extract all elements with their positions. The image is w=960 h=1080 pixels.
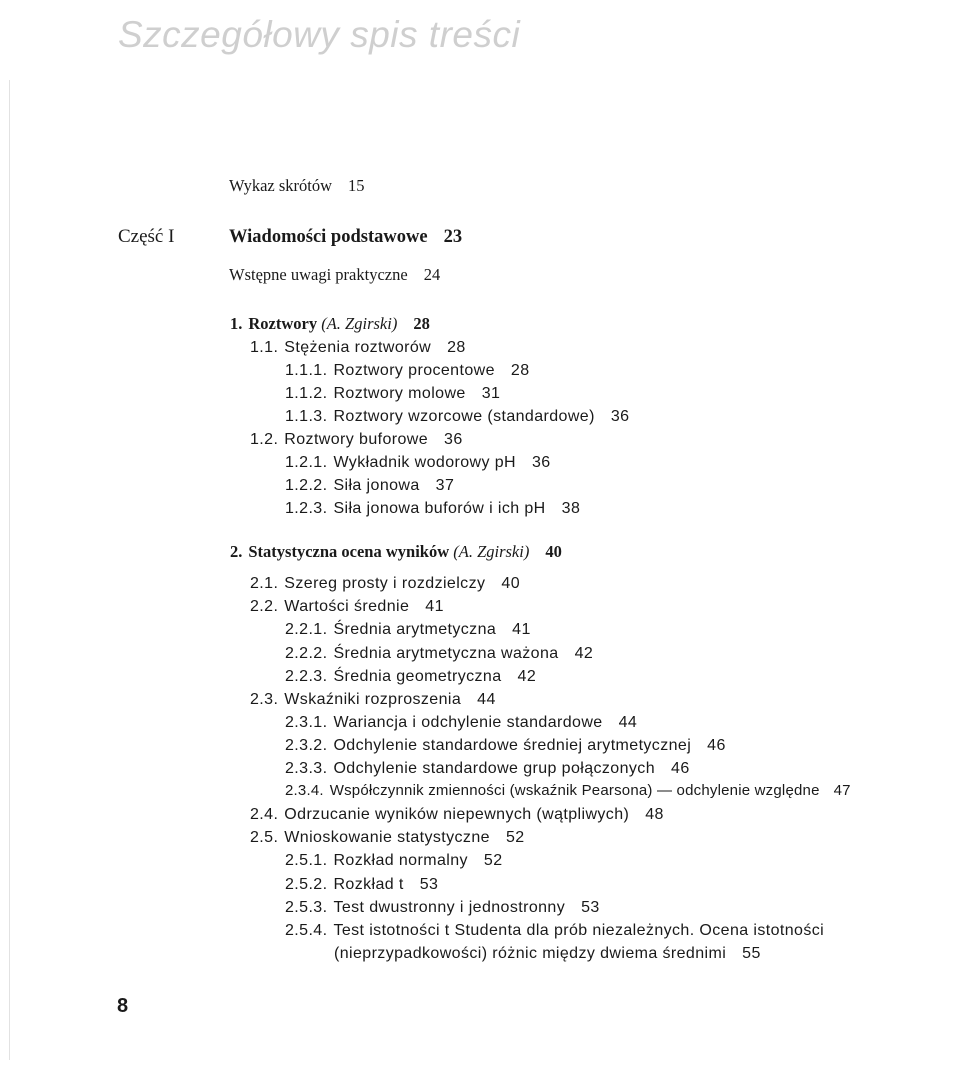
- toc-entry: [250, 828, 525, 847]
- entry-title: Średnia geometryczna: [333, 668, 502, 685]
- toc-entry: [285, 875, 438, 894]
- page-number: 8: [117, 995, 129, 1017]
- chapter-author: (A. Zgirski): [321, 314, 398, 333]
- toc-entry: [250, 430, 463, 449]
- entry-number: 1.1.: [250, 339, 279, 356]
- entry-number: 2.3.4.: [285, 782, 324, 799]
- entry-page: 46: [671, 760, 690, 777]
- entry-title: Siła jonowa buforów i ich pH: [333, 500, 546, 517]
- entry-title: Roztwory wzorcowe (standardowe): [333, 408, 595, 425]
- entry-title: Test dwustronny i jednostronny: [333, 899, 566, 916]
- chapter-page: 40: [545, 542, 562, 561]
- entry-page: 37: [435, 477, 455, 494]
- page-title: Szczegółowy spis treści: [118, 14, 521, 55]
- chapter-title: Roztwory: [248, 314, 318, 333]
- entry-number: 2.3.: [250, 691, 279, 708]
- toc-entry: [285, 667, 536, 686]
- entry-title: Roztwory buforowe: [284, 431, 429, 448]
- toc-entry-page: 24: [423, 265, 441, 284]
- toc-entry-title: Wstępne uwagi praktyczne: [229, 265, 408, 284]
- entry-number: 1.2.1.: [285, 454, 328, 471]
- entry-number: 2.5.4.: [285, 922, 328, 939]
- toc-entry-continuation: [334, 944, 761, 963]
- entry-title: Odrzucanie wyników niepewnych (wątpliwych): [284, 806, 630, 823]
- toc-entry-title: Wykaz skrótów: [229, 176, 333, 195]
- chapter-title: Statystyczna ocena wyników: [248, 542, 450, 561]
- entry-title: Wykładnik wodorowy pH: [333, 454, 516, 471]
- chapter-number: 2.: [230, 542, 243, 561]
- toc-entry: [285, 361, 530, 380]
- toc-entry: [285, 782, 851, 800]
- entry-number: 1.1.1.: [285, 362, 328, 379]
- entry-number: 2.5.2.: [285, 876, 328, 893]
- entry-number: 2.2.: [250, 598, 279, 615]
- entry-page: 48: [645, 806, 664, 823]
- entry-title: Wnioskowanie statystyczne: [284, 829, 490, 846]
- part-label: Część I: [118, 226, 175, 247]
- entry-page: 38: [561, 500, 581, 517]
- toc-entry: [285, 736, 726, 755]
- entry-title: (nieprzypadkowości) różnic między dwiema średnimi: [334, 945, 727, 962]
- chapter-author: (A. Zgirski): [453, 542, 530, 561]
- entry-title: Wariancja i odchylenie standardowe: [333, 714, 603, 731]
- entry-number: 2.2.1.: [285, 621, 328, 638]
- toc-entry: [250, 597, 444, 616]
- toc-entry: [285, 384, 500, 403]
- entry-page: 42: [574, 645, 594, 662]
- entry-page: 55: [742, 945, 761, 962]
- entry-page: 53: [419, 876, 439, 893]
- toc-entry: [285, 407, 629, 426]
- entry-title: Test istotności t Studenta dla prób niezależnych. Ocena istotności: [333, 922, 825, 939]
- toc-chapter-1: [230, 314, 430, 334]
- toc-entry: [285, 921, 824, 940]
- part-title-page: 23: [443, 227, 463, 247]
- toc-entry: [285, 499, 580, 518]
- toc-entry-front: [229, 176, 365, 196]
- entry-number: 1.2.: [250, 431, 279, 448]
- entry-number: 2.2.2.: [285, 645, 328, 662]
- entry-title: Wskaźniki rozproszenia: [284, 691, 462, 708]
- entry-title: Rozkład normalny: [333, 852, 468, 869]
- entry-title: Średnia arytmetyczna: [333, 621, 497, 638]
- toc-entry: [285, 620, 531, 639]
- toc-entry: [285, 476, 454, 495]
- page-spine-line: [9, 80, 10, 1060]
- toc-part-title: [229, 226, 462, 248]
- toc-entry-intro: [229, 265, 440, 285]
- toc-entry-page: 15: [348, 176, 365, 195]
- toc-entry: [285, 713, 637, 732]
- entry-page: 40: [501, 575, 520, 592]
- entry-page: 36: [610, 408, 630, 425]
- entry-title: Rozkład t: [333, 876, 404, 893]
- entry-page: 53: [581, 899, 600, 916]
- entry-number: 1.1.3.: [285, 408, 328, 425]
- toc-entry: [285, 644, 593, 663]
- entry-number: 2.3.3.: [285, 760, 328, 777]
- entry-number: 2.5.3.: [285, 899, 328, 916]
- entry-page: 44: [477, 691, 496, 708]
- entry-number: 2.3.1.: [285, 714, 328, 731]
- toc-entry: [250, 338, 466, 357]
- toc-entry: [285, 851, 503, 870]
- entry-page: 41: [425, 598, 444, 615]
- entry-title: Średnia arytmetyczna ważona: [333, 645, 559, 662]
- entry-number: 1.2.3.: [285, 500, 328, 517]
- entry-number: 2.4.: [250, 806, 279, 823]
- entry-title: Odchylenie standardowe średniej arytmetycznej: [333, 737, 692, 754]
- entry-title: Stężenia roztworów: [284, 339, 432, 356]
- entry-number: 1.1.2.: [285, 385, 328, 402]
- entry-number: 2.3.2.: [285, 737, 328, 754]
- entry-number: 2.5.: [250, 829, 279, 846]
- entry-number: 2.5.1.: [285, 852, 328, 869]
- entry-page: 52: [505, 829, 525, 846]
- entry-page: 47: [833, 782, 851, 799]
- entry-page: 31: [481, 385, 501, 402]
- entry-page: 36: [444, 431, 463, 448]
- entry-title: Szereg prosty i rozdzielczy: [284, 575, 486, 592]
- entry-page: 41: [512, 621, 531, 638]
- toc-chapter-2: [230, 542, 562, 562]
- entry-page: 42: [517, 668, 537, 685]
- entry-page: 28: [510, 362, 530, 379]
- entry-title: Roztwory procentowe: [333, 362, 495, 379]
- entry-number: 1.2.2.: [285, 477, 328, 494]
- chapter-page: 28: [413, 314, 430, 333]
- entry-page: 44: [618, 714, 638, 731]
- toc-entry: [285, 453, 551, 472]
- entry-title: Roztwory molowe: [333, 385, 466, 402]
- entry-page: 28: [447, 339, 466, 356]
- entry-title: Odchylenie standardowe grup połączonych: [333, 760, 656, 777]
- entry-title: Wartości średnie: [284, 598, 410, 615]
- entry-page: 52: [483, 852, 503, 869]
- entry-number: 2.1.: [250, 575, 279, 592]
- entry-page: 36: [531, 454, 551, 471]
- toc-entry: [250, 690, 496, 709]
- part-title-text: Wiadomości podstawowe: [229, 227, 428, 247]
- toc-entry: [285, 898, 600, 917]
- entry-title: Współczynnik zmienności (wskaźnik Pearsona) — odchylenie względne: [329, 782, 820, 799]
- entry-page: 46: [707, 737, 726, 754]
- toc-entry: [250, 805, 664, 824]
- entry-number: 2.2.3.: [285, 668, 328, 685]
- toc-entry: [285, 759, 690, 778]
- entry-title: Siła jonowa: [333, 477, 420, 494]
- toc-entry: [250, 574, 520, 593]
- chapter-number: 1.: [230, 314, 243, 333]
